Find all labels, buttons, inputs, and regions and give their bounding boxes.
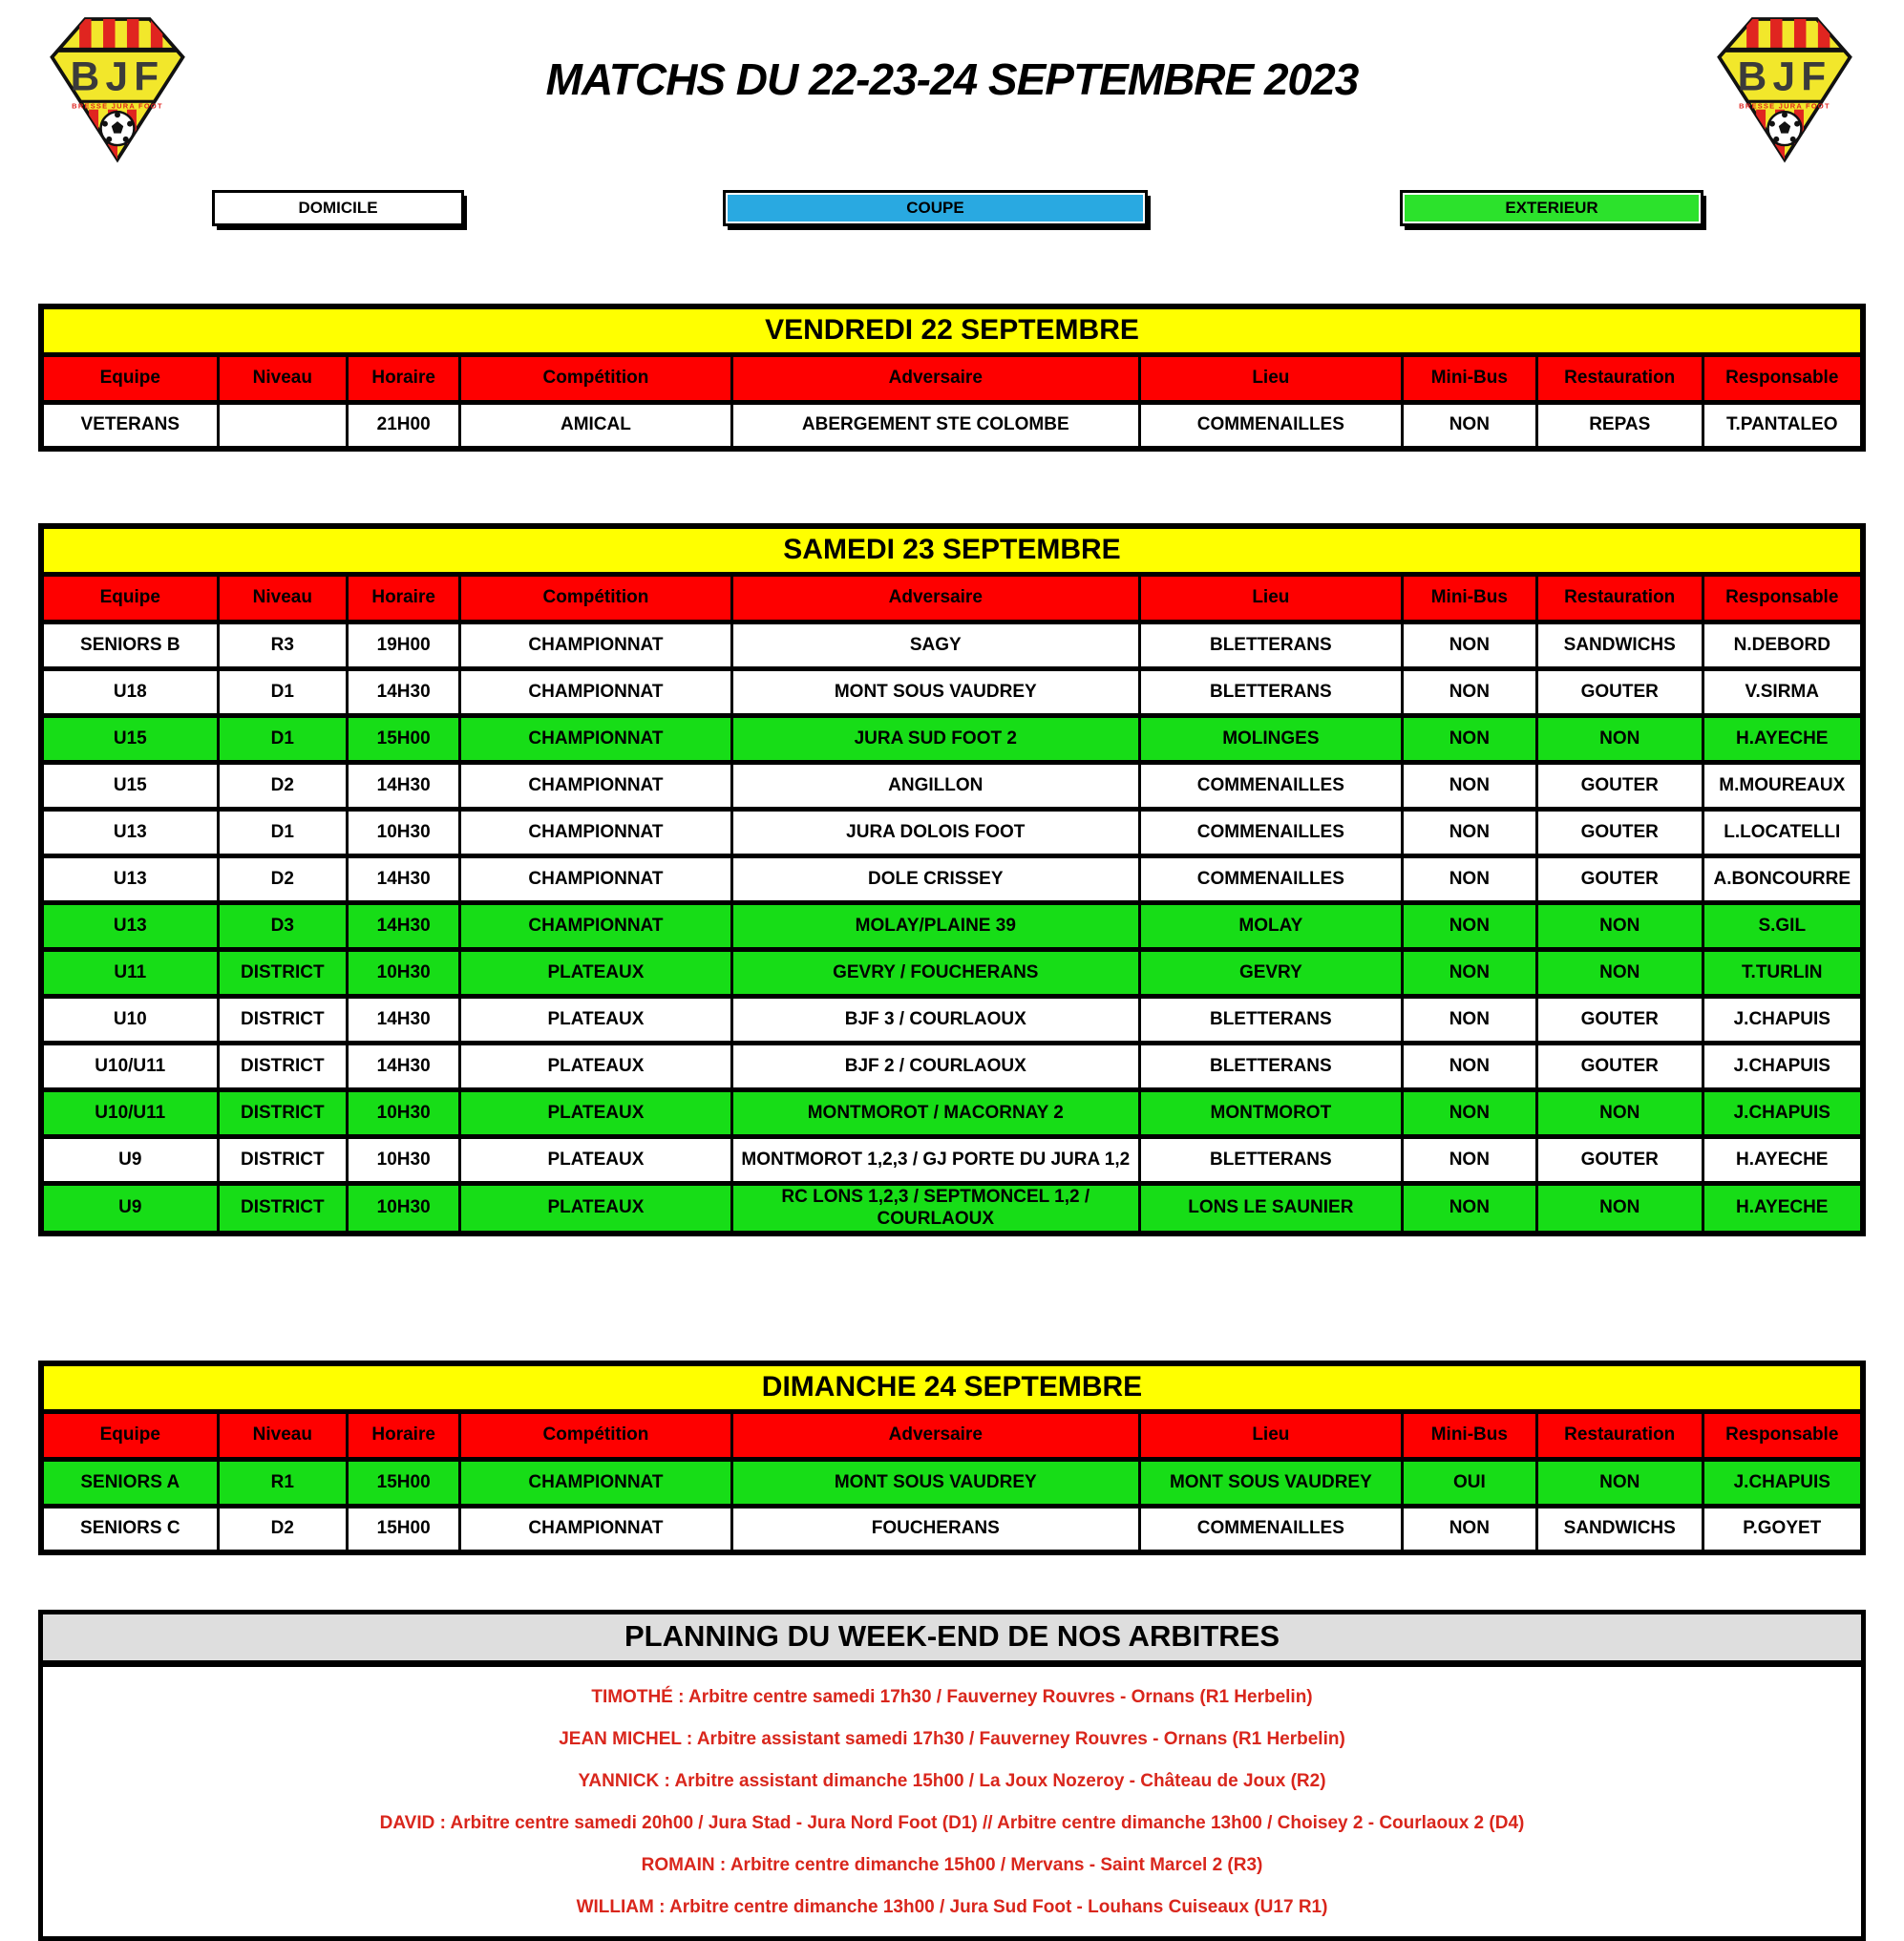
cell-niveau: DISTRICT <box>218 949 347 996</box>
cell-equipe: U10/U11 <box>41 1089 218 1136</box>
cell-mini-bus: NON <box>1402 1136 1536 1183</box>
cell-lieu: COMMENAILLES <box>1139 762 1402 809</box>
cell-horaire: 14H30 <box>348 1043 460 1089</box>
cell-equipe: U10 <box>41 996 218 1043</box>
cell-mini-bus: NON <box>1402 949 1536 996</box>
cell-restauration: NON <box>1536 1183 1703 1234</box>
logo-club-name: BRESSE JURA FOOT <box>72 101 163 111</box>
match-row-seniors-a <box>41 1459 1863 1506</box>
table-body-vendredi <box>41 402 1863 449</box>
cell-competition: PLATEAUX <box>460 949 731 996</box>
cell-lieu: BLETTERANS <box>1139 1043 1402 1089</box>
cell-lieu: MOLINGES <box>1139 715 1402 762</box>
cell-equipe: SENIORS C <box>41 1506 218 1552</box>
cell-mini-bus: NON <box>1402 1089 1536 1136</box>
col-horaire: Horaire <box>348 354 460 402</box>
column-header-row <box>41 354 1863 402</box>
cell-horaire: 10H30 <box>348 1136 460 1183</box>
cell-horaire: 10H30 <box>348 1089 460 1136</box>
cell-competition: CHAMPIONNAT <box>460 809 731 855</box>
cell-competition: CHAMPIONNAT <box>460 1506 731 1552</box>
cell-equipe: U13 <box>41 809 218 855</box>
col-competition: Compétition <box>460 574 731 622</box>
soccer-ball-icon <box>101 112 135 145</box>
cell-adversaire: ABERGEMENT STE COLOMBE <box>731 402 1139 449</box>
cell-competition: CHAMPIONNAT <box>460 668 731 715</box>
cell-equipe: U18 <box>41 668 218 715</box>
day-banner: VENDREDI 22 SEPTEMBRE <box>41 306 1863 354</box>
legend-coupe <box>723 190 1148 226</box>
col-horaire: Horaire <box>348 574 460 622</box>
day-banner-row <box>41 526 1863 574</box>
legend-exterieur-label: EXTERIEUR <box>1505 199 1598 217</box>
match-row-seniors-c <box>41 1506 1863 1552</box>
cell-mini-bus: NON <box>1402 902 1536 949</box>
cell-adversaire: BJF 3 / COURLAOUX <box>731 996 1139 1043</box>
cell-adversaire: BJF 2 / COURLAOUX <box>731 1043 1139 1089</box>
cell-responsable: A.BONCOURRE <box>1703 855 1863 902</box>
cell-responsable: H.AYECHE <box>1703 1136 1863 1183</box>
match-row-seniors-b <box>41 622 1863 668</box>
cell-niveau: DISTRICT <box>218 1136 347 1183</box>
cell-niveau: D2 <box>218 762 347 809</box>
match-row-u13 <box>41 902 1863 949</box>
col-adversaire: Adversaire <box>731 1411 1139 1459</box>
cell-equipe: U15 <box>41 715 218 762</box>
cell-niveau: DISTRICT <box>218 996 347 1043</box>
day-banner: DIMANCHE 24 SEPTEMBRE <box>41 1363 1863 1411</box>
referee-planning-title: PLANNING DU WEEK-END DE NOS ARBITRES <box>43 1614 1861 1667</box>
cell-equipe: U13 <box>41 902 218 949</box>
col-lieu: Lieu <box>1139 1411 1402 1459</box>
cell-niveau: D1 <box>218 809 347 855</box>
cell-restauration: NON <box>1536 1089 1703 1136</box>
cell-horaire: 10H30 <box>348 1183 460 1234</box>
match-row-u15 <box>41 715 1863 762</box>
table-body-dimanche <box>41 1459 1863 1552</box>
cell-responsable: H.AYECHE <box>1703 1183 1863 1234</box>
cell-equipe: SENIORS A <box>41 1459 218 1506</box>
cell-niveau: R1 <box>218 1459 347 1506</box>
cell-restauration: REPAS <box>1536 402 1703 449</box>
cell-lieu: MONTMOROT <box>1139 1089 1402 1136</box>
cell-mini-bus: NON <box>1402 402 1536 449</box>
cell-restauration: NON <box>1536 715 1703 762</box>
col-adversaire: Adversaire <box>731 574 1139 622</box>
col-equipe: Equipe <box>41 574 218 622</box>
cell-mini-bus: NON <box>1402 809 1536 855</box>
col-restauration: Restauration <box>1536 354 1703 402</box>
cell-mini-bus: NON <box>1402 762 1536 809</box>
referee-planning-box <box>38 1610 1866 1941</box>
cell-equipe: VETERANS <box>41 402 218 449</box>
logo-club-name: BRESSE JURA FOOT <box>1739 101 1830 111</box>
col-restauration: Restauration <box>1536 574 1703 622</box>
referee-assignment: ROMAIN : Arbitre centre dimanche 15h00 / Mervans - Saint Marcel 2 (R3) <box>641 1855 1263 1875</box>
logo-initials: BJF <box>1737 53 1832 99</box>
cell-adversaire: GEVRY / FOUCHERANS <box>731 949 1139 996</box>
match-row-veterans <box>41 402 1863 449</box>
cell-mini-bus: NON <box>1402 668 1536 715</box>
cell-adversaire: SAGY <box>731 622 1139 668</box>
cell-responsable: T.PANTALEO <box>1703 402 1863 449</box>
col-competition: Compétition <box>460 354 731 402</box>
cell-equipe: U9 <box>41 1183 218 1234</box>
referee-assignment: TIMOTHÉ : Arbitre centre samedi 17h30 / Fauverney Rouvres - Ornans (R1 Herbelin) <box>591 1687 1313 1707</box>
col-niveau: Niveau <box>218 574 347 622</box>
cell-competition: AMICAL <box>460 402 731 449</box>
cell-horaire: 14H30 <box>348 668 460 715</box>
cell-mini-bus: NON <box>1402 622 1536 668</box>
cell-responsable: N.DEBORD <box>1703 622 1863 668</box>
match-row-u10-u11 <box>41 1089 1863 1136</box>
cell-mini-bus: NON <box>1402 715 1536 762</box>
cell-lieu: BLETTERANS <box>1139 668 1402 715</box>
match-row-u9 <box>41 1183 1863 1234</box>
cell-competition: PLATEAUX <box>460 1183 731 1234</box>
col-responsable: Responsable <box>1703 1411 1863 1459</box>
col-mini-bus: Mini-Bus <box>1402 1411 1536 1459</box>
cell-restauration: GOUTER <box>1536 855 1703 902</box>
match-row-u13 <box>41 855 1863 902</box>
cell-competition: CHAMPIONNAT <box>460 1459 731 1506</box>
cell-niveau: D2 <box>218 855 347 902</box>
cell-competition: PLATEAUX <box>460 996 731 1043</box>
cell-competition: CHAMPIONNAT <box>460 855 731 902</box>
cell-equipe: SENIORS B <box>41 622 218 668</box>
cell-lieu: LONS LE SAUNIER <box>1139 1183 1402 1234</box>
cell-restauration: NON <box>1536 949 1703 996</box>
col-competition: Compétition <box>460 1411 731 1459</box>
referee-assignment: WILLIAM : Arbitre centre dimanche 13h00 / Jura Sud Foot - Louhans Cuiseaux (U17 R1) <box>576 1897 1328 1917</box>
legend-domicile-label: DOMICILE <box>298 199 378 217</box>
table-vendredi <box>38 304 1866 452</box>
cell-horaire: 14H30 <box>348 855 460 902</box>
soccer-ball-icon <box>1768 112 1802 145</box>
cell-horaire: 10H30 <box>348 949 460 996</box>
cell-adversaire: MONT SOUS VAUDREY <box>731 1459 1139 1506</box>
legend-exterieur <box>1400 190 1703 226</box>
col-responsable: Responsable <box>1703 574 1863 622</box>
cell-responsable: P.GOYET <box>1703 1506 1863 1552</box>
cell-niveau: D1 <box>218 668 347 715</box>
cell-equipe: U11 <box>41 949 218 996</box>
cell-adversaire: MONT SOUS VAUDREY <box>731 668 1139 715</box>
cell-adversaire: JURA SUD FOOT 2 <box>731 715 1139 762</box>
match-row-u13 <box>41 809 1863 855</box>
day-banner: SAMEDI 23 SEPTEMBRE <box>41 526 1863 574</box>
cell-responsable: T.TURLIN <box>1703 949 1863 996</box>
cell-horaire: 14H30 <box>348 762 460 809</box>
match-row-u10-u11 <box>41 1043 1863 1089</box>
cell-restauration: GOUTER <box>1536 1043 1703 1089</box>
legend-domicile <box>212 190 464 226</box>
match-row-u18 <box>41 668 1863 715</box>
cell-horaire: 15H00 <box>348 1459 460 1506</box>
cell-responsable: H.AYECHE <box>1703 715 1863 762</box>
cell-responsable: J.CHAPUIS <box>1703 1459 1863 1506</box>
cell-equipe: U10/U11 <box>41 1043 218 1089</box>
cell-competition: PLATEAUX <box>460 1043 731 1089</box>
cell-adversaire: DOLE CRISSEY <box>731 855 1139 902</box>
col-lieu: Lieu <box>1139 354 1402 402</box>
cell-mini-bus: NON <box>1402 1506 1536 1552</box>
cell-mini-bus: NON <box>1402 996 1536 1043</box>
cell-lieu: GEVRY <box>1139 949 1402 996</box>
match-row-u11 <box>41 949 1863 996</box>
table-dimanche <box>38 1361 1866 1555</box>
day-banner-row <box>41 306 1863 354</box>
page-title: MATCHS DU 22-23-24 SEPTEMBRE 2023 <box>545 54 1359 104</box>
col-equipe: Equipe <box>41 354 218 402</box>
cell-competition: CHAMPIONNAT <box>460 902 731 949</box>
cell-lieu: BLETTERANS <box>1139 996 1402 1043</box>
cell-horaire: 14H30 <box>348 902 460 949</box>
cell-lieu: COMMENAILLES <box>1139 809 1402 855</box>
cell-niveau: DISTRICT <box>218 1089 347 1136</box>
cell-adversaire: MONTMOROT 1,2,3 / GJ PORTE DU JURA 1,2 <box>731 1136 1139 1183</box>
cell-mini-bus: NON <box>1402 1183 1536 1234</box>
cell-equipe: U15 <box>41 762 218 809</box>
table-samedi <box>38 523 1866 1236</box>
column-header-row <box>41 574 1863 622</box>
table-body-samedi <box>41 622 1863 1234</box>
cell-adversaire: JURA DOLOIS FOOT <box>731 809 1139 855</box>
cell-responsable: J.CHAPUIS <box>1703 1089 1863 1136</box>
cell-restauration: SANDWICHS <box>1536 622 1703 668</box>
cell-competition: PLATEAUX <box>460 1136 731 1183</box>
cell-lieu: BLETTERANS <box>1139 1136 1402 1183</box>
cell-adversaire: RC LONS 1,2,3 / SEPTMONCEL 1,2 / COURLAOUX <box>731 1183 1139 1234</box>
cell-horaire: 15H00 <box>348 1506 460 1552</box>
cell-restauration: GOUTER <box>1536 668 1703 715</box>
col-niveau: Niveau <box>218 1411 347 1459</box>
col-mini-bus: Mini-Bus <box>1402 354 1536 402</box>
referee-assignment: JEAN MICHEL : Arbitre assistant samedi 17h30 / Fauverney Rouvres - Ornans (R1 Herbelin) <box>559 1729 1345 1749</box>
cell-equipe: U13 <box>41 855 218 902</box>
cell-competition: CHAMPIONNAT <box>460 622 731 668</box>
cell-horaire: 14H30 <box>348 996 460 1043</box>
cell-equipe: U9 <box>41 1136 218 1183</box>
cell-restauration: GOUTER <box>1536 1136 1703 1183</box>
col-responsable: Responsable <box>1703 354 1863 402</box>
cell-competition: CHAMPIONNAT <box>460 762 731 809</box>
col-lieu: Lieu <box>1139 574 1402 622</box>
cell-responsable: L.LOCATELLI <box>1703 809 1863 855</box>
cell-restauration: GOUTER <box>1536 762 1703 809</box>
cell-lieu: MONT SOUS VAUDREY <box>1139 1459 1402 1506</box>
cell-restauration: NON <box>1536 1459 1703 1506</box>
logo-initials: BJF <box>70 53 165 99</box>
cell-adversaire: MOLAY/PLAINE 39 <box>731 902 1139 949</box>
cell-horaire: 21H00 <box>348 402 460 449</box>
cell-competition: PLATEAUX <box>460 1089 731 1136</box>
cell-niveau: D1 <box>218 715 347 762</box>
referee-assignment: YANNICK : Arbitre assistant dimanche 15h00 / La Joux Nozeroy - Château de Joux (R2) <box>578 1771 1326 1791</box>
cell-lieu: BLETTERANS <box>1139 622 1402 668</box>
cell-horaire: 15H00 <box>348 715 460 762</box>
cell-mini-bus: NON <box>1402 855 1536 902</box>
cell-responsable: J.CHAPUIS <box>1703 1043 1863 1089</box>
cell-niveau <box>218 402 347 449</box>
cell-adversaire: FOUCHERANS <box>731 1506 1139 1552</box>
column-header-row <box>41 1411 1863 1459</box>
cell-responsable: V.SIRMA <box>1703 668 1863 715</box>
col-horaire: Horaire <box>348 1411 460 1459</box>
cell-restauration: SANDWICHS <box>1536 1506 1703 1552</box>
col-adversaire: Adversaire <box>731 354 1139 402</box>
cell-restauration: GOUTER <box>1536 996 1703 1043</box>
cell-niveau: DISTRICT <box>218 1043 347 1089</box>
cell-lieu: MOLAY <box>1139 902 1402 949</box>
cell-mini-bus: OUI <box>1402 1459 1536 1506</box>
cell-niveau: D3 <box>218 902 347 949</box>
col-restauration: Restauration <box>1536 1411 1703 1459</box>
cell-niveau: DISTRICT <box>218 1183 347 1234</box>
cell-competition: CHAMPIONNAT <box>460 715 731 762</box>
cell-lieu: COMMENAILLES <box>1139 402 1402 449</box>
col-equipe: Equipe <box>41 1411 218 1459</box>
match-row-u10 <box>41 996 1863 1043</box>
cell-horaire: 19H00 <box>348 622 460 668</box>
cell-niveau: D2 <box>218 1506 347 1552</box>
cell-responsable: S.GIL <box>1703 902 1863 949</box>
referee-assignment: DAVID : Arbitre centre samedi 20h00 / Jura Stad - Jura Nord Foot (D1) // Arbitre centre dimanche 13h00 / Choisey 2 - Courlaoux 2 (D4) <box>379 1813 1525 1833</box>
cell-adversaire: ANGILLON <box>731 762 1139 809</box>
match-row-u15 <box>41 762 1863 809</box>
cell-lieu: COMMENAILLES <box>1139 1506 1402 1552</box>
cell-restauration: NON <box>1536 902 1703 949</box>
cell-lieu: COMMENAILLES <box>1139 855 1402 902</box>
legend-coupe-label: COUPE <box>906 199 964 217</box>
cell-niveau: R3 <box>218 622 347 668</box>
referee-planning-body <box>43 1667 1861 1936</box>
cell-horaire: 10H30 <box>348 809 460 855</box>
cell-responsable: J.CHAPUIS <box>1703 996 1863 1043</box>
col-mini-bus: Mini-Bus <box>1402 574 1536 622</box>
cell-mini-bus: NON <box>1402 1043 1536 1089</box>
col-niveau: Niveau <box>218 354 347 402</box>
cell-restauration: GOUTER <box>1536 809 1703 855</box>
day-banner-row <box>41 1363 1863 1411</box>
cell-adversaire: MONTMOROT / MACORNAY 2 <box>731 1089 1139 1136</box>
cell-responsable: M.MOUREAUX <box>1703 762 1863 809</box>
match-row-u9 <box>41 1136 1863 1183</box>
